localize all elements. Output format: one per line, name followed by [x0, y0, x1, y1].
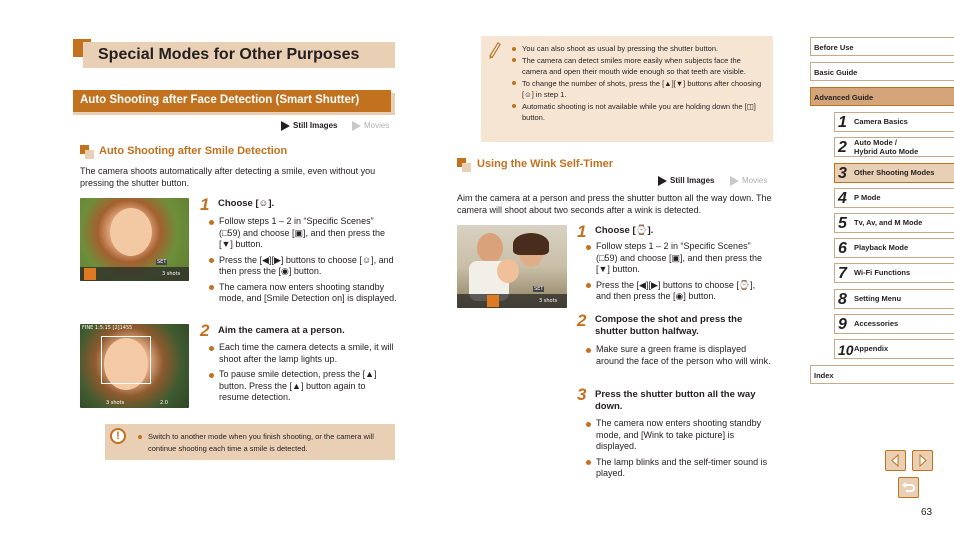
still-arrow-icon — [281, 121, 290, 131]
step-title: Choose [☺]. — [218, 198, 275, 209]
shots-label: 3 shots — [539, 298, 558, 304]
movies-tag: Movies — [364, 121, 390, 130]
chapter-number: 1 — [838, 114, 847, 131]
child-face — [497, 259, 519, 283]
smile-photo-1 — [80, 198, 189, 281]
step-bullet: Follow steps 1 – 2 in “Specific Scenes” (□59) and choose [▣], and then press the [▼] button. — [586, 241, 772, 276]
step-bullet: Make sure a green frame is displayed around the face of the person who will wink. — [586, 344, 772, 367]
nav-chapter-6[interactable] — [834, 238, 954, 258]
chapter-label: Setting Menu — [854, 294, 902, 303]
step-bullet: Follow steps 1 – 2 in “Specific Scenes” (□59) and choose [▣], and then press the [▼] button. — [209, 216, 397, 251]
chapter-number: 5 — [838, 215, 847, 232]
step-bullet: Each time the camera detects a smile, it will shoot after the lamp lights up. — [209, 342, 397, 365]
still-images-tag: Still Images — [293, 121, 338, 130]
chapter-label: Playback Mode — [854, 243, 909, 252]
nav-basic-guide[interactable]: Basic Guide — [810, 62, 954, 81]
man-face — [477, 233, 503, 263]
step-number: 1 — [577, 222, 587, 241]
step-bullet: Press the [◀][▶] buttons to choose [⌚], and then press the [◉] button. — [586, 280, 772, 303]
step-title: Aim the camera at a person. — [218, 325, 345, 336]
still-images-tag: Still Images — [670, 176, 715, 185]
nav-chapter-5[interactable] — [834, 213, 954, 233]
step-bullet: The camera now enters shooting standby mode, and [Smile Detection on] is displayed. — [209, 282, 397, 305]
wink-heading: Using the Wink Self-Timer — [477, 158, 613, 170]
nav-index[interactable]: Index — [810, 365, 954, 384]
next-page-button[interactable] — [912, 450, 933, 471]
child-face — [110, 208, 152, 256]
movies-arrow-icon — [352, 121, 361, 131]
wink-intro: Aim the camera at a person and press the shutter button all the way down. The camera will shoot about two seconds after a wink is detected. — [457, 193, 772, 215]
subtitle-shadow-bottom — [73, 112, 395, 115]
movies-arrow-icon — [730, 176, 739, 186]
pencil-icon — [486, 40, 502, 65]
nav-chapter-4[interactable] — [834, 188, 954, 208]
chapter-label: Camera Basics — [854, 117, 908, 126]
shots-label: 3 shots — [162, 271, 181, 277]
step-number: 3 — [577, 385, 587, 404]
nav-chapter-7[interactable] — [834, 263, 954, 283]
caution-text: Switch to another mode when you finish shooting, or the camera will continue shooting each time a smile is detected. — [136, 431, 388, 454]
nav-chapter-9[interactable] — [834, 314, 954, 334]
nav-chapter-10[interactable] — [834, 339, 954, 359]
step-number: 2 — [200, 321, 210, 340]
photo-value: 2.0 — [160, 400, 168, 406]
return-icon — [899, 478, 918, 497]
chapter-number: 2 — [838, 139, 847, 156]
left-arrow-icon — [886, 451, 905, 470]
nav-chapter-2[interactable] — [834, 137, 954, 157]
face-frame — [101, 336, 151, 384]
note-item: You can also shoot as usual by pressing the shutter button. — [510, 43, 765, 55]
chapter-number: 8 — [838, 291, 847, 308]
caution-icon: ! — [110, 428, 126, 444]
chapter-number: 3 — [838, 165, 847, 182]
chapter-number: 10 — [838, 342, 854, 358]
right-arrow-icon — [913, 451, 932, 470]
chapter-label: Other Shooting Modes — [854, 168, 935, 177]
step-title: Press the shutter button all the way down. — [595, 389, 756, 412]
set-label: SET — [534, 286, 544, 292]
prev-page-button[interactable] — [885, 450, 906, 471]
chapter-label: Tv, Av, and M Mode — [854, 218, 923, 227]
note-item: Automatic shooting is not available while you are holding down the [◫] button. — [510, 101, 765, 124]
set-label: SET — [157, 259, 167, 265]
smile-heading: Auto Shooting after Smile Detection — [99, 145, 288, 157]
smile-photo-2 — [80, 324, 189, 408]
chapter-label-line2: Hybrid Auto Mode — [854, 147, 919, 156]
return-button[interactable] — [898, 477, 919, 498]
step-bullet: The camera now enters shooting standby mode, and [Wink to take picture] is displayed. — [586, 418, 772, 453]
page-subtitle: Auto Shooting after Face Detection (Smart Shutter) — [80, 94, 360, 106]
photo-top-info: FINE 1:5:15 [2]1455 — [82, 325, 133, 331]
step-bullet: To pause smile detection, press the [▲] button. Press the [▲] button again to resume detection. — [209, 369, 397, 404]
wink-photo — [457, 225, 567, 308]
section-marker-shadow — [462, 163, 471, 172]
still-arrow-icon — [658, 176, 667, 186]
woman-hair — [513, 233, 549, 255]
page-title: Special Modes for Other Purposes — [98, 46, 360, 63]
page-number: 63 — [921, 507, 933, 518]
step-title: Compose the shot and press the shutter button halfway. — [595, 314, 743, 337]
chapter-number: 6 — [838, 240, 847, 257]
nav-advanced-guide[interactable]: Advanced Guide — [810, 87, 954, 106]
smile-intro: The camera shoots automatically after detecting a smile, even without you pressing the shutter button. — [80, 166, 376, 188]
step-title: Choose [⌚]. — [595, 225, 654, 236]
nav-before-use[interactable]: Before Use — [810, 37, 954, 56]
smile-mode-icon — [84, 268, 96, 280]
chapter-number: 4 — [838, 190, 847, 207]
photo-shots: 3 shots — [106, 400, 125, 406]
chapter-label: Appendix — [854, 344, 889, 353]
step-bullet: The lamp blinks and the self-timer sound is played. — [586, 457, 772, 480]
wink-mode-icon — [487, 295, 499, 307]
nav-chapter-3[interactable] — [834, 163, 954, 183]
note-item: The camera can detect smiles more easily when subjects face the camera and open their mouth wide enough so that teeth are visible. — [510, 55, 765, 78]
step-bullet: Press the [◀][▶] buttons to choose [☺], and then press the [◉] button. — [209, 255, 397, 278]
note-item: To change the number of shots, press the [▲][▼] buttons after choosing [☺] in step 1. — [510, 78, 765, 101]
nav-chapter-8[interactable] — [834, 289, 954, 309]
chapter-label: Auto Mode / — [854, 138, 897, 147]
chapter-number: 9 — [838, 316, 847, 333]
nav-chapter-1[interactable] — [834, 112, 954, 132]
step-number: 2 — [577, 311, 587, 330]
section-marker-shadow — [85, 150, 94, 159]
chapter-label: Wi-Fi Functions — [854, 268, 911, 277]
chapter-number: 7 — [838, 265, 847, 282]
chapter-label: Accessories — [854, 319, 899, 328]
movies-tag: Movies — [742, 176, 768, 185]
chapter-label: P Mode — [854, 193, 881, 202]
step-number: 1 — [200, 195, 210, 214]
